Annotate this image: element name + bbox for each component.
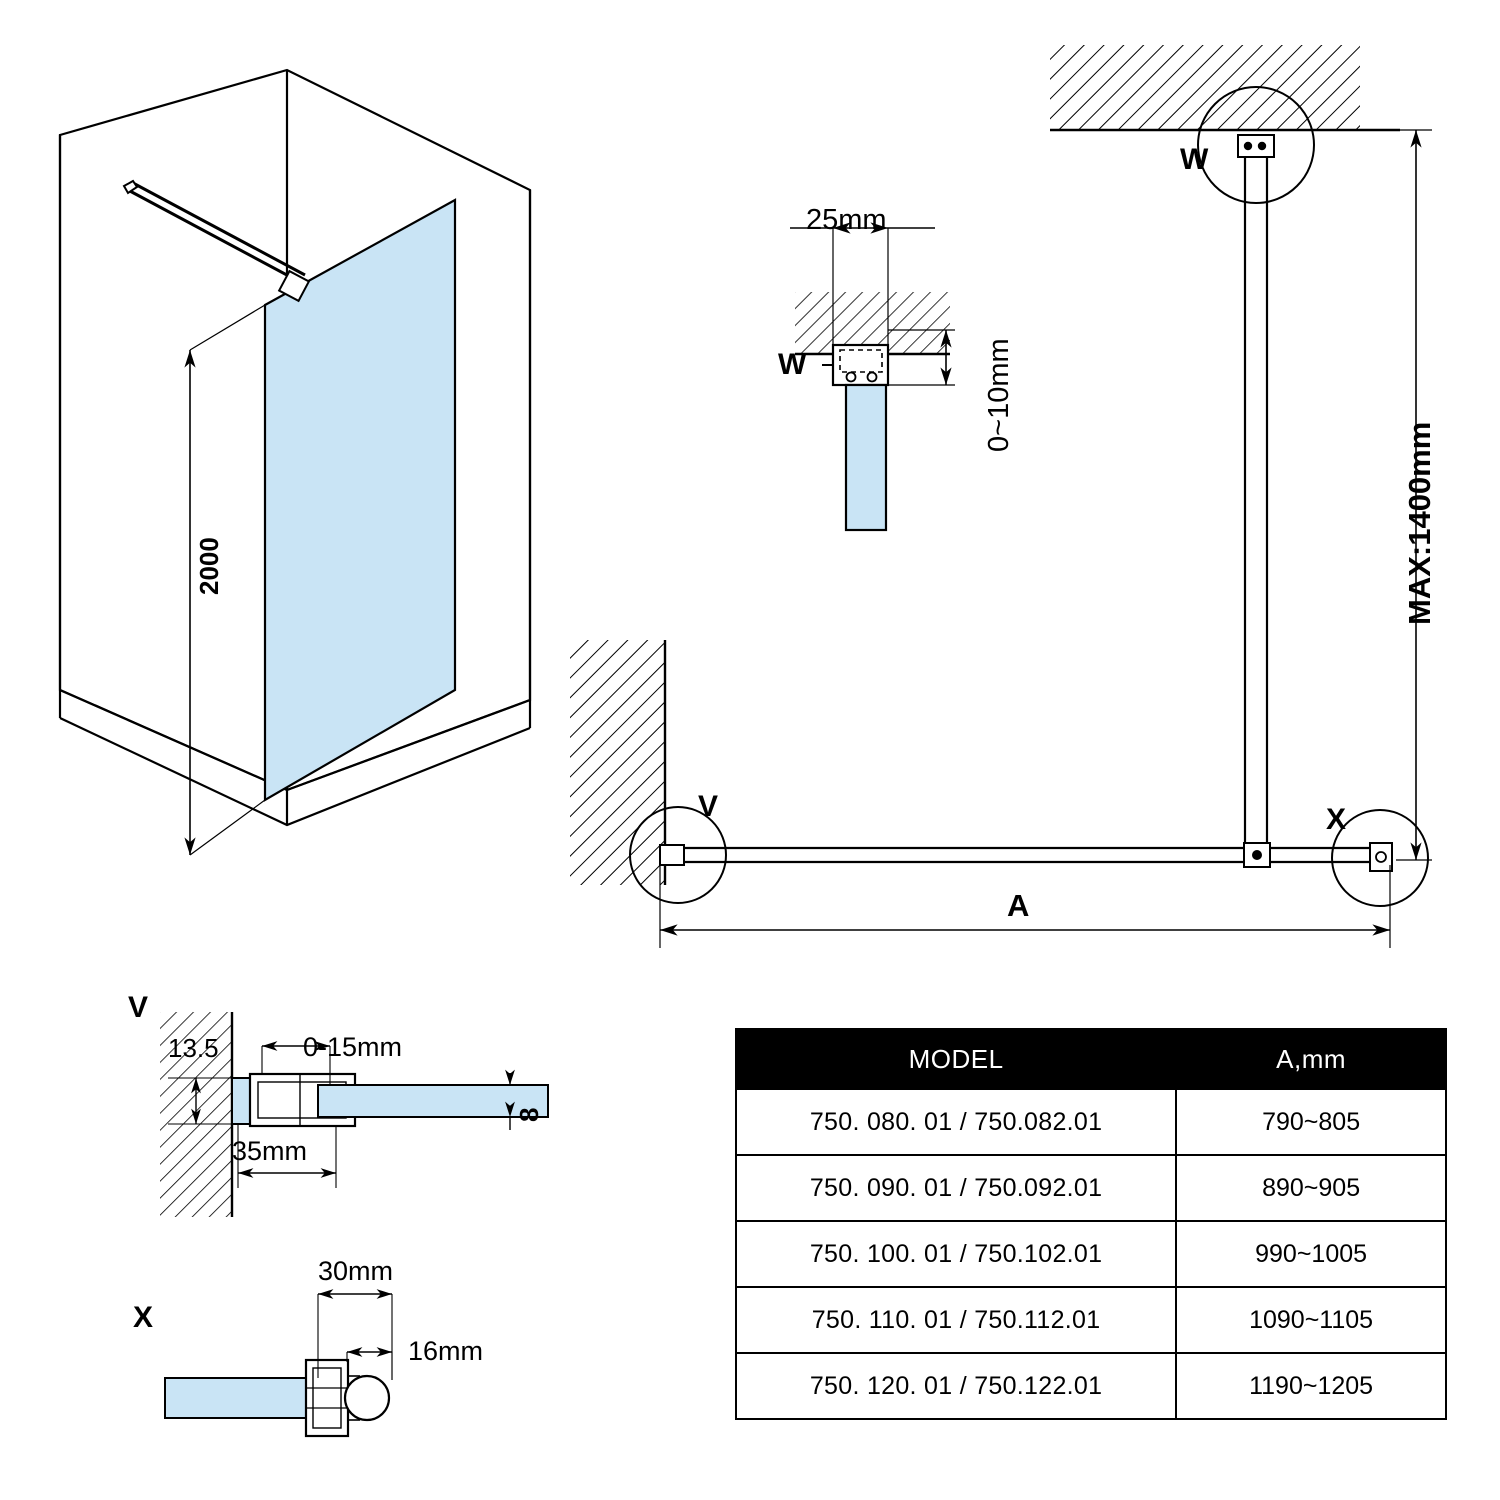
table-cell-model: 750. 080. 01 / 750.082.01: [736, 1089, 1176, 1155]
ceiling-bracket-detail-geometry: [790, 228, 955, 530]
callout-w-plan: W: [1180, 143, 1209, 176]
table-header-row: [736, 1029, 1446, 1089]
detail-w-width-label: 25mm: [806, 204, 887, 236]
table-cell-a: 990~1005: [1176, 1221, 1446, 1287]
table-cell-a: 890~905: [1176, 1155, 1446, 1221]
plan-max-height-label: MAX:1400mm: [1402, 421, 1437, 625]
detail-x-dim-30: 30mm: [318, 1256, 394, 1286]
callout-x-plan: X: [1326, 803, 1347, 836]
detail-w-gap-label: 0~10mm: [983, 338, 1015, 452]
isometric-view-geometry: [60, 70, 530, 855]
detail-v-dim-0-15: 0-15mm: [303, 1032, 403, 1062]
table-row: [736, 1155, 1446, 1221]
table-row: [736, 1221, 1446, 1287]
callout-v-detail: V: [128, 991, 149, 1024]
table-header-a: A,mm: [1176, 1029, 1446, 1089]
table-cell-model: 750. 110. 01 / 750.112.01: [736, 1287, 1176, 1353]
callout-v-plan: V: [698, 790, 719, 823]
detail-x-dim-16: 16mm: [408, 1336, 484, 1366]
table-cell-model: 750. 100. 01 / 750.102.01: [736, 1221, 1176, 1287]
table-cell-model: 750. 120. 01 / 750.122.01: [736, 1353, 1176, 1419]
iso-height-label: 2000: [194, 537, 224, 595]
table-cell-a: 1190~1205: [1176, 1353, 1446, 1419]
detail-v-dim-35: 35mm: [232, 1136, 308, 1166]
glass-clamp-detail-geometry: [165, 1294, 392, 1436]
table-cell-a: 1090~1105: [1176, 1287, 1446, 1353]
plan-width-label: A: [1007, 888, 1030, 923]
table-row: [736, 1287, 1446, 1353]
table-cell-a: 790~805: [1176, 1089, 1446, 1155]
callout-x-detail: X: [133, 1301, 154, 1334]
callout-w-detail: W: [778, 348, 807, 381]
detail-v-dim-13-5: 13.5: [168, 1033, 219, 1063]
table-row: [736, 1353, 1446, 1419]
detail-v-glass-thickness: 8: [514, 1107, 544, 1122]
table-header-model: MODEL: [736, 1029, 1176, 1089]
table-row: [736, 1089, 1446, 1155]
model-dimension-table: [735, 1028, 1447, 1420]
table-cell-model: 750. 090. 01 / 750.092.01: [736, 1155, 1176, 1221]
